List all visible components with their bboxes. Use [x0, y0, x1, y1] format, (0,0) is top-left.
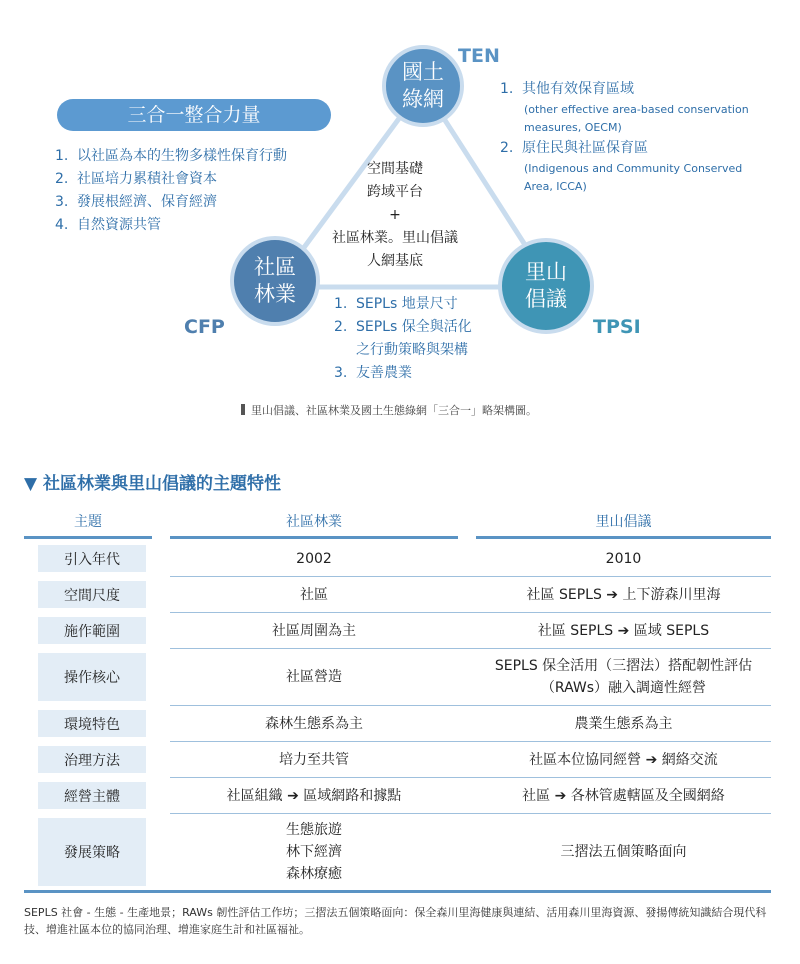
- list-text: 原住民與社區保育區: [522, 140, 648, 156]
- list-text: 以社區為本的生物多樣性保育行動: [77, 148, 287, 164]
- row-divider: [170, 612, 771, 613]
- header-cfp: 社區林業: [170, 508, 458, 539]
- list-text: 社區培力累積社會資本: [77, 171, 217, 187]
- cell-tpsi: 農業生態系為主: [574, 715, 673, 732]
- list-text: SEPLs 地景尺寸: [356, 296, 458, 312]
- list-item: [334, 316, 472, 339]
- cell-tpsi: 社區 SEPLS ➔ 上下游森川里海: [526, 586, 721, 603]
- cell-cfp: 社區周圍為主: [272, 622, 356, 639]
- center-platform-text: [325, 158, 465, 273]
- cell-tpsi: 2010: [605, 550, 642, 567]
- list-num: 2.: [500, 140, 514, 156]
- list-item: [334, 362, 472, 385]
- circle-cfp-line1: 社區: [254, 255, 296, 279]
- cell-cfp: 森林生態系為主: [265, 715, 363, 732]
- center-line: 人網基底: [367, 253, 423, 269]
- list-num: 3.: [334, 365, 348, 381]
- row-label: 空間尺度: [38, 581, 146, 608]
- row-divider: [170, 576, 771, 577]
- center-line: +: [389, 207, 401, 223]
- cell-cfp: 社區: [300, 586, 328, 603]
- cell-cfp: 社區組織 ➔ 區域網路和據點: [226, 787, 402, 804]
- cell-tpsi: 社區 SEPLS ➔ 區域 SEPLS: [537, 622, 710, 639]
- ten-feature-list: [500, 78, 749, 196]
- list-text: 其他有效保育區域: [522, 81, 634, 97]
- table-bottom-rule: [24, 890, 771, 893]
- circle-ten-line1: 國土: [402, 60, 444, 84]
- list-sub-line: (Indigenous and Community Conserved: [524, 162, 743, 175]
- list-num: 3.: [55, 194, 69, 210]
- list-num: 2.: [55, 171, 69, 187]
- caption-bar-icon: [241, 404, 245, 415]
- list-item: [55, 145, 287, 168]
- circle-tpsi: [498, 238, 594, 334]
- center-line: 社區林業。里山倡議: [332, 230, 458, 246]
- list-num: 4.: [55, 217, 69, 233]
- cell-cfp: 培力至共管: [279, 751, 349, 768]
- circle-ten-line2: 綠網: [402, 87, 444, 111]
- list-sub: [500, 160, 749, 196]
- cell-tpsi: 三摺法五個策略面向: [560, 844, 687, 860]
- cell-tpsi: 社區本位協同經營 ➔ 網絡交流: [529, 751, 718, 768]
- list-sub-line: measures, OECM): [524, 121, 622, 134]
- list-item: [334, 293, 472, 316]
- tag-ten: TEN: [458, 45, 500, 67]
- cfp-feature-list: [55, 145, 287, 237]
- list-text: 發展根經濟、保育經濟: [77, 194, 217, 210]
- list-num: 2.: [334, 319, 348, 335]
- section-title: ▼ 社區林業與里山倡議的主題特性: [24, 474, 281, 494]
- list-text: 之行動策略與架構: [356, 342, 468, 358]
- footnote: SEPLS 社會 - 生態 - 生產地景；RAWs 韌性評估工作坊；三摺法五個策略面向：保全森川里海健康與連結、活用森川里海資源、發揚傳統知識結合現代科技、增進社區本位的協同治理、增進家庭生計和社區福祉。: [24, 906, 767, 936]
- row-divider: [170, 813, 771, 814]
- row-label: 經營主體: [38, 782, 146, 809]
- row-label: 環境特色: [38, 710, 146, 737]
- center-line: 空間基礎: [367, 161, 423, 177]
- list-num: 1.: [55, 148, 69, 164]
- row-label: 治理方法: [38, 746, 146, 773]
- list-sub-line: Area, ICCA): [524, 180, 587, 193]
- circle-cfp-line2: 林業: [254, 282, 296, 306]
- cell-cfp: 社區營造: [286, 669, 342, 685]
- list-text: 自然資源共管: [77, 217, 161, 233]
- header-tpsi: 里山倡議: [476, 508, 771, 539]
- list-item: [500, 137, 749, 160]
- circle-ten: [382, 45, 464, 127]
- row-divider: [170, 648, 771, 649]
- list-text: SEPLs 保全與活化: [356, 319, 472, 335]
- list-item: [334, 339, 472, 362]
- cell-tpsi: SEPLS 保全活用（三摺法）搭配韌性評估 （RAWs）融入調適性經營: [494, 658, 753, 696]
- header-topic: 主題: [24, 508, 152, 539]
- list-item: [55, 191, 287, 214]
- row-label: 發展策略: [38, 818, 146, 886]
- cell-tpsi: 社區 ➔ 各林管處轄區及全國網絡: [522, 787, 725, 804]
- circle-tpsi-line2: 倡議: [525, 287, 567, 311]
- list-item: [55, 214, 287, 237]
- circle-cfp: [230, 236, 320, 326]
- row-label: 操作核心: [38, 653, 146, 701]
- row-divider: [170, 777, 771, 778]
- row-divider: [170, 741, 771, 742]
- list-item: [55, 168, 287, 191]
- integration-pill: 三合一整合力量: [57, 99, 331, 131]
- row-label: 引入年代: [38, 545, 146, 572]
- list-sub-line: (other effective area-based conservation: [524, 103, 749, 116]
- row-label: 施作範圍: [38, 617, 146, 644]
- list-num: 1.: [334, 296, 348, 312]
- list-sub: [500, 101, 749, 137]
- circle-tpsi-line1: 里山: [525, 260, 567, 284]
- cell-cfp: 2002: [296, 550, 332, 567]
- center-line: 跨域平台: [367, 184, 423, 200]
- tag-tpsi: TPSI: [593, 316, 641, 338]
- list-text: 友善農業: [356, 365, 412, 381]
- list-item: [500, 78, 749, 101]
- caption-text: 里山倡議、社區林業及國土生態綠網「三合一」略架構圖。: [251, 404, 537, 417]
- tpsi-feature-list: [334, 293, 472, 385]
- cell-cfp: 生態旅遊 林下經濟 森林療癒: [286, 822, 342, 882]
- list-num: 1.: [500, 81, 514, 97]
- tag-cfp: CFP: [184, 316, 225, 338]
- row-divider: [170, 705, 771, 706]
- figure-caption: [241, 402, 537, 418]
